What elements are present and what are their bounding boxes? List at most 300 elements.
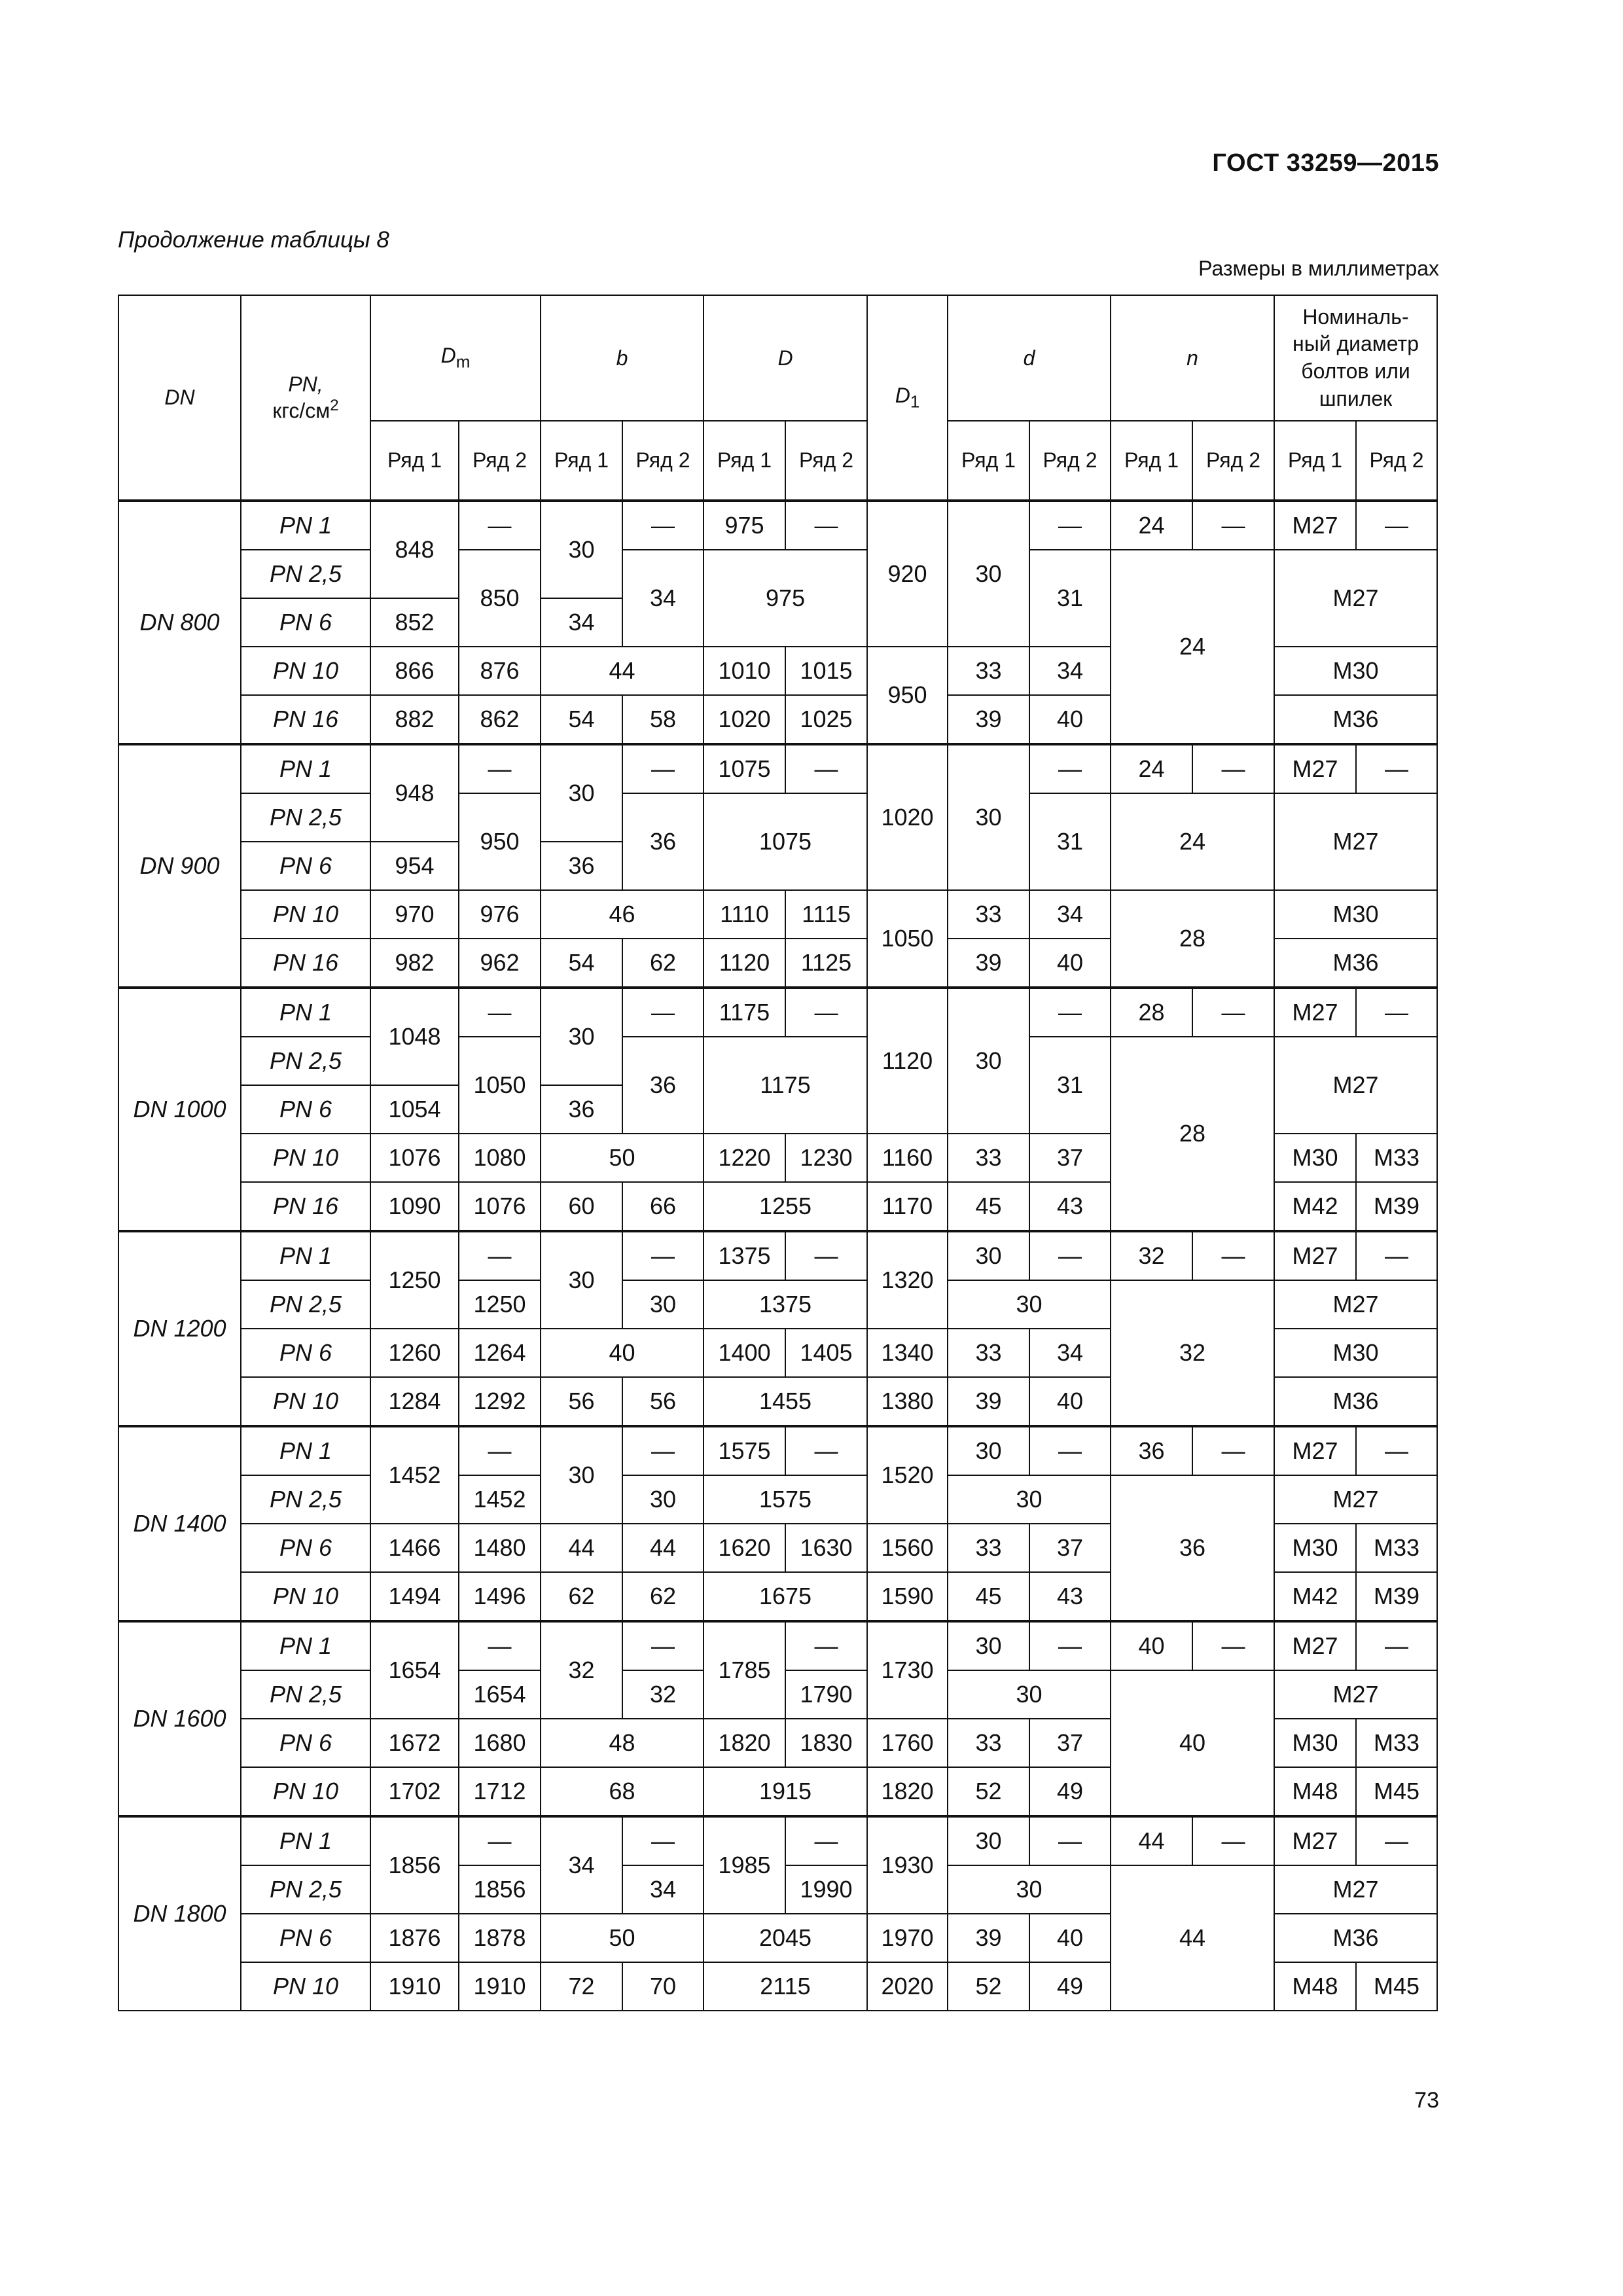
cell: 1264 [459, 1329, 541, 1377]
cell: 50 [541, 1914, 704, 1962]
cell: 1672 [370, 1719, 459, 1767]
cell: M27 [1274, 1475, 1437, 1524]
cell: 30 [948, 744, 1029, 890]
cell: 30 [541, 501, 622, 598]
cell: M33 [1356, 1524, 1437, 1572]
row-label-2: Ряд 2 [1029, 421, 1111, 501]
cell: 36 [1111, 1426, 1192, 1475]
pn-cell: PN 16 [241, 939, 370, 988]
cell: — [459, 501, 541, 550]
col-D: D [704, 295, 867, 421]
cell: 1680 [459, 1719, 541, 1767]
cell: 1175 [704, 988, 785, 1037]
cell: 34 [622, 1865, 704, 1914]
pn-cell: PN 16 [241, 695, 370, 744]
cell: 54 [541, 939, 622, 988]
cell: 28 [1111, 890, 1274, 988]
cell: — [622, 1231, 704, 1280]
row-label-1: Ряд 1 [541, 421, 622, 501]
cell: 39 [948, 1914, 1029, 1962]
cell: — [1356, 501, 1437, 550]
cell: — [1356, 988, 1437, 1037]
cell: M30 [1274, 890, 1437, 939]
cell: 1375 [704, 1231, 785, 1280]
cell: 54 [541, 695, 622, 744]
table-row [118, 1037, 1437, 1085]
cell: 30 [948, 1670, 1111, 1719]
pn-cell: PN 1 [241, 1426, 370, 1475]
cell: 52 [948, 1962, 1029, 2011]
cell: 950 [867, 647, 948, 744]
cell: 30 [948, 1621, 1029, 1670]
cell: 1025 [785, 695, 867, 744]
cell: 1702 [370, 1767, 459, 1816]
cell: 1175 [704, 1037, 867, 1134]
cell: — [622, 988, 704, 1037]
pn-cell: PN 1 [241, 501, 370, 550]
cell: M42 [1274, 1572, 1356, 1621]
cell: — [459, 744, 541, 793]
table-body [118, 501, 1437, 2011]
cell: — [1029, 988, 1111, 1037]
cell: 49 [1029, 1962, 1111, 2011]
col-pn: PN, кгс/$см^2$ [241, 295, 370, 501]
cell: 32 [1111, 1231, 1192, 1280]
cell: 970 [370, 890, 459, 939]
cell: 1076 [459, 1182, 541, 1231]
cell: 36 [541, 842, 622, 890]
cell: 1575 [704, 1475, 867, 1524]
cell: 39 [948, 695, 1029, 744]
cell: 1560 [867, 1524, 948, 1572]
cell: M36 [1274, 1914, 1437, 1962]
cell: 32 [541, 1621, 622, 1719]
cell: 32 [622, 1670, 704, 1719]
cell: — [1029, 501, 1111, 550]
cell: 1048 [370, 988, 459, 1085]
cell: M45 [1356, 1962, 1437, 2011]
cell: 31 [1029, 793, 1111, 890]
cell: 24 [1111, 550, 1274, 744]
cell: 72 [541, 1962, 622, 2011]
cell: 30 [541, 988, 622, 1085]
table-row [118, 501, 1437, 550]
cell: 882 [370, 695, 459, 744]
cell: 1076 [370, 1134, 459, 1182]
pn-cell: PN 6 [241, 842, 370, 890]
cell: 1115 [785, 890, 867, 939]
cell: M27 [1274, 988, 1356, 1037]
cell: 1050 [867, 890, 948, 988]
cell: 1220 [704, 1134, 785, 1182]
cell: 70 [622, 1962, 704, 2011]
cell: 1856 [459, 1865, 541, 1914]
row-label-2: Ряд 2 [785, 421, 867, 501]
pn-cell: PN 10 [241, 647, 370, 695]
cell: 24 [1111, 793, 1274, 890]
cell: 30 [948, 1231, 1029, 1280]
cell: — [459, 1426, 541, 1475]
cell: 1654 [459, 1670, 541, 1719]
cell: — [785, 1621, 867, 1670]
cell: 62 [541, 1572, 622, 1621]
col-b: b [541, 295, 704, 421]
cell: — [1192, 1426, 1274, 1475]
cell: 1250 [370, 1231, 459, 1329]
pn-cell: PN 1 [241, 988, 370, 1037]
cell: 40 [1029, 695, 1111, 744]
cell: M33 [1356, 1719, 1437, 1767]
cell: 1620 [704, 1524, 785, 1572]
cell: 1575 [704, 1426, 785, 1475]
cell: 1020 [867, 744, 948, 890]
cell: — [785, 501, 867, 550]
cell: 1455 [704, 1377, 867, 1426]
cell: 1590 [867, 1572, 948, 1621]
cell: 1930 [867, 1816, 948, 1914]
cell: 30 [948, 1475, 1111, 1524]
pn-cell: PN 10 [241, 1377, 370, 1426]
cell: 31 [1029, 550, 1111, 647]
pn-cell: PN 2,5 [241, 550, 370, 598]
col-dn: DN [118, 295, 241, 501]
cell: 40 [1029, 1914, 1111, 1962]
pn-cell: PN 10 [241, 1962, 370, 2011]
cell: — [622, 1816, 704, 1865]
cell: — [622, 501, 704, 550]
pn-cell: PN 6 [241, 598, 370, 647]
cell: 56 [541, 1377, 622, 1426]
cell: M30 [1274, 1134, 1356, 1182]
cell: 862 [459, 695, 541, 744]
cell: 68 [541, 1767, 704, 1816]
cell: 1400 [704, 1329, 785, 1377]
pn-cell: PN 6 [241, 1914, 370, 1962]
cell: M30 [1274, 1524, 1356, 1572]
cell: 1125 [785, 939, 867, 988]
cell: 45 [948, 1572, 1029, 1621]
row-label-1: Ряд 1 [370, 421, 459, 501]
cell: M36 [1274, 695, 1437, 744]
table-row [118, 1475, 1437, 1524]
cell: 982 [370, 939, 459, 988]
cell: M27 [1274, 1621, 1356, 1670]
cell: 34 [1029, 890, 1111, 939]
cell: 40 [1029, 939, 1111, 988]
cell: — [785, 744, 867, 793]
cell: — [785, 988, 867, 1037]
cell: 33 [948, 1719, 1029, 1767]
row-label-2: Ряд 2 [1192, 421, 1274, 501]
cell: 36 [622, 793, 704, 890]
dn-cell: DN 900 [118, 744, 241, 988]
table-row [118, 1621, 1437, 1670]
cell: 66 [622, 1182, 704, 1231]
pn-cell: PN 6 [241, 1329, 370, 1377]
table-row [118, 1280, 1437, 1329]
pn-cell: PN 2,5 [241, 1475, 370, 1524]
cell: 1120 [704, 939, 785, 988]
cell: — [622, 744, 704, 793]
cell: 1452 [459, 1475, 541, 1524]
cell: 1760 [867, 1719, 948, 1767]
cell: 1452 [370, 1426, 459, 1524]
cell: 44 [1111, 1816, 1192, 1865]
cell: 33 [948, 1134, 1029, 1182]
cell: — [1192, 988, 1274, 1037]
cell: 43 [1029, 1182, 1111, 1231]
cell: M42 [1274, 1182, 1356, 1231]
cell: — [1029, 1816, 1111, 1865]
cell: 1466 [370, 1524, 459, 1572]
cell: — [1029, 1426, 1111, 1475]
col-dm: $D_m$ [370, 295, 541, 421]
cell: 24 [1111, 501, 1192, 550]
cell: M27 [1274, 744, 1356, 793]
pn-cell: PN 6 [241, 1719, 370, 1767]
cell: — [1356, 1231, 1437, 1280]
cell: 33 [948, 890, 1029, 939]
cell: — [785, 1426, 867, 1475]
pn-cell: PN 2,5 [241, 793, 370, 842]
cell: 1375 [704, 1280, 867, 1329]
cell: 1380 [867, 1377, 948, 1426]
cell: 1630 [785, 1524, 867, 1572]
cell: 1320 [867, 1231, 948, 1329]
cell: M45 [1356, 1767, 1437, 1816]
cell: 52 [948, 1767, 1029, 1816]
cell: M27 [1274, 1865, 1437, 1914]
pn-cell: PN 16 [241, 1182, 370, 1231]
cell: 1856 [370, 1816, 459, 1914]
cell: — [1356, 1621, 1437, 1670]
cell: 852 [370, 598, 459, 647]
cell: M30 [1274, 1329, 1437, 1377]
cell: 866 [370, 647, 459, 695]
cell: M33 [1356, 1134, 1437, 1182]
cell: 2020 [867, 1962, 948, 2011]
cell: 1075 [704, 793, 867, 890]
cell: 920 [867, 501, 948, 647]
cell: — [1356, 1426, 1437, 1475]
row-label-1: Ряд 1 [1111, 421, 1192, 501]
cell: — [785, 1816, 867, 1865]
pn-cell: PN 10 [241, 1572, 370, 1621]
cell: 34 [541, 598, 622, 647]
units-note: Размеры в миллиметрах [1198, 257, 1439, 280]
cell: — [459, 1231, 541, 1280]
cell: 30 [622, 1475, 704, 1524]
cell: 1120 [867, 988, 948, 1134]
cell: 1405 [785, 1329, 867, 1377]
cell: 30 [948, 1280, 1111, 1329]
table-row [118, 793, 1437, 842]
cell: 1820 [704, 1719, 785, 1767]
col-d1: $D_1$ [867, 295, 948, 501]
cell: 1340 [867, 1329, 948, 1377]
cell: 1250 [459, 1280, 541, 1329]
cell: 24 [1111, 744, 1192, 793]
cell: — [459, 988, 541, 1037]
cell: 44 [622, 1524, 704, 1572]
cell: M27 [1274, 1816, 1356, 1865]
cell: 1080 [459, 1134, 541, 1182]
cell: 1015 [785, 647, 867, 695]
cell: M48 [1274, 1962, 1356, 2011]
cell: 1654 [370, 1621, 459, 1719]
cell: — [622, 1621, 704, 1670]
cell: 39 [948, 1377, 1029, 1426]
cell: 33 [948, 1524, 1029, 1572]
cell: M48 [1274, 1767, 1356, 1816]
cell: — [1029, 1231, 1111, 1280]
pn-cell: PN 1 [241, 1231, 370, 1280]
pn-cell: PN 1 [241, 744, 370, 793]
cell: M39 [1356, 1572, 1437, 1621]
cell: 30 [541, 1231, 622, 1329]
cell: 1985 [704, 1816, 785, 1914]
cell: 36 [541, 1085, 622, 1134]
table-row [118, 744, 1437, 793]
cell: 33 [948, 647, 1029, 695]
cell: 37 [1029, 1524, 1111, 1572]
row-label-1: Ряд 1 [704, 421, 785, 501]
cell: M27 [1274, 501, 1356, 550]
cell: 44 [541, 1524, 622, 1572]
pn-cell: PN 10 [241, 1134, 370, 1182]
pn-cell: PN 10 [241, 890, 370, 939]
cell: — [1192, 744, 1274, 793]
col-bolt-diameter: Номиналь- ный диаметр болтов или шпилек [1274, 295, 1437, 421]
table-row [118, 550, 1437, 598]
cell: 1160 [867, 1134, 948, 1182]
cell: 30 [948, 501, 1029, 647]
cell: — [622, 1426, 704, 1475]
cell: — [459, 1621, 541, 1670]
cell: M27 [1274, 1037, 1437, 1134]
cell: 1910 [459, 1962, 541, 2011]
cell: — [1356, 1816, 1437, 1865]
cell: 36 [1111, 1475, 1274, 1621]
cell: 37 [1029, 1134, 1111, 1182]
cell: 1820 [867, 1767, 948, 1816]
cell: 28 [1111, 988, 1192, 1037]
cell: M30 [1274, 1719, 1356, 1767]
cell: — [1192, 501, 1274, 550]
cell: 1050 [459, 1037, 541, 1134]
cell: 39 [948, 939, 1029, 988]
flange-dimensions-table [118, 295, 1438, 2011]
row-label-2: Ряд 2 [1356, 421, 1437, 501]
cell: 37 [1029, 1719, 1111, 1767]
cell: 40 [1111, 1621, 1192, 1670]
cell: 1284 [370, 1377, 459, 1426]
cell: M36 [1274, 1377, 1437, 1426]
cell: M27 [1274, 1280, 1437, 1329]
cell: 1876 [370, 1914, 459, 1962]
cell: 1020 [704, 695, 785, 744]
cell: 1010 [704, 647, 785, 695]
table-row [118, 1231, 1437, 1280]
cell: 48 [541, 1719, 704, 1767]
cell: — [459, 1816, 541, 1865]
cell: 962 [459, 939, 541, 988]
cell: 40 [541, 1329, 704, 1377]
cell: 1292 [459, 1377, 541, 1426]
table-caption: Продолжение таблицы 8 [118, 227, 389, 253]
row-label-2: Ряд 2 [459, 421, 541, 501]
cell: 34 [1029, 1329, 1111, 1377]
cell: 1054 [370, 1085, 459, 1134]
cell: 34 [622, 550, 704, 647]
cell: M39 [1356, 1182, 1437, 1231]
cell: 1785 [704, 1621, 785, 1719]
pn-cell: PN 1 [241, 1621, 370, 1670]
cell: 49 [1029, 1767, 1111, 1816]
pn-cell: PN 2,5 [241, 1670, 370, 1719]
pn-cell: PN 6 [241, 1524, 370, 1572]
cell: 40 [1111, 1670, 1274, 1816]
cell: 30 [541, 744, 622, 842]
table-row [118, 1426, 1437, 1475]
pn-cell: PN 1 [241, 1816, 370, 1865]
cell: 30 [541, 1426, 622, 1524]
cell: 1520 [867, 1426, 948, 1524]
cell: 954 [370, 842, 459, 890]
cell: 44 [541, 647, 704, 695]
page-number: 73 [1414, 2088, 1439, 2113]
cell: 44 [1111, 1865, 1274, 2011]
cell: 2045 [704, 1914, 867, 1962]
cell: 1915 [704, 1767, 867, 1816]
pn-cell: PN 6 [241, 1085, 370, 1134]
cell: 30 [622, 1280, 704, 1329]
cell: 850 [459, 550, 541, 647]
cell: — [785, 1231, 867, 1280]
table-header [118, 295, 1437, 501]
cell: 32 [1111, 1280, 1274, 1426]
cell: 2115 [704, 1962, 867, 2011]
cell: 950 [459, 793, 541, 890]
cell: 30 [948, 1816, 1029, 1865]
cell: — [1192, 1231, 1274, 1280]
cell: 1990 [785, 1865, 867, 1914]
cell: 876 [459, 647, 541, 695]
cell: 30 [948, 1426, 1029, 1475]
dn-cell: DN 1800 [118, 1816, 241, 2011]
row-label-1: Ряд 1 [1274, 421, 1356, 501]
pn-cell: PN 2,5 [241, 1037, 370, 1085]
dn-cell: DN 1400 [118, 1426, 241, 1621]
dn-cell: DN 1200 [118, 1231, 241, 1426]
cell: 975 [704, 501, 785, 550]
cell: 62 [622, 939, 704, 988]
cell: 62 [622, 1572, 704, 1621]
cell: 34 [1029, 647, 1111, 695]
pn-cell: PN 2,5 [241, 1280, 370, 1329]
cell: 1496 [459, 1572, 541, 1621]
cell: 1830 [785, 1719, 867, 1767]
pn-cell: PN 2,5 [241, 1865, 370, 1914]
dn-cell: DN 800 [118, 501, 241, 744]
cell: 1230 [785, 1134, 867, 1182]
cell: 31 [1029, 1037, 1111, 1134]
cell: — [1029, 1621, 1111, 1670]
cell: 43 [1029, 1572, 1111, 1621]
cell: — [1029, 744, 1111, 793]
cell: 1790 [785, 1670, 867, 1719]
cell: — [1192, 1816, 1274, 1865]
